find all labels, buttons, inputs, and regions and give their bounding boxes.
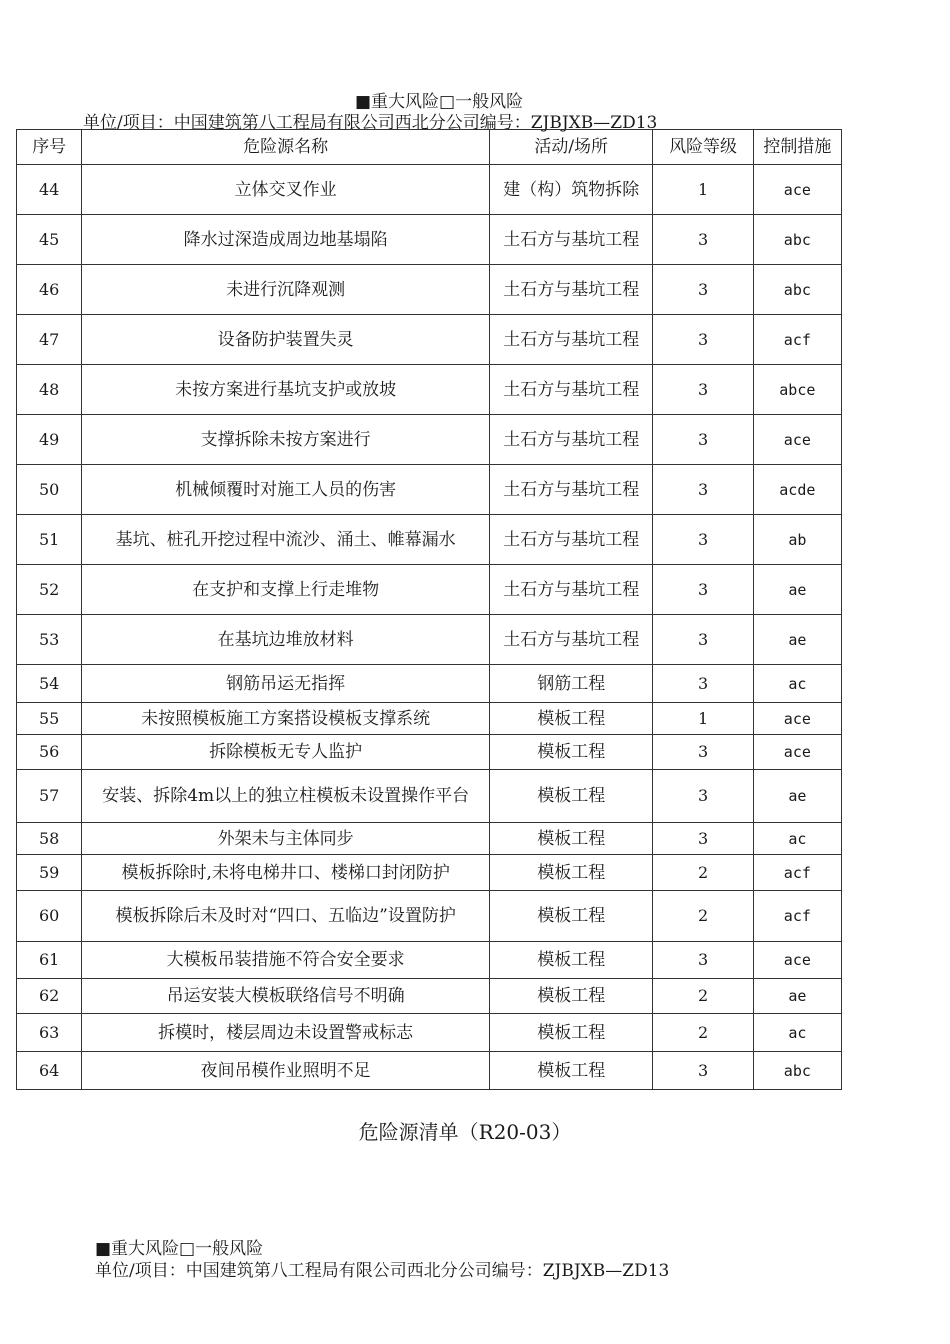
table-row xyxy=(17,615,842,665)
cell-activity: 模板工程 xyxy=(489,823,652,855)
cell-control-measures: acde xyxy=(753,465,841,515)
cell-control-measures: abc xyxy=(753,215,841,265)
cell-number: 53 xyxy=(17,615,82,665)
cell-number: 52 xyxy=(17,565,82,615)
table-row xyxy=(17,942,842,979)
cell-activity: 土石方与基坑工程 xyxy=(489,565,652,615)
cell-number: 56 xyxy=(17,735,82,770)
document-caption: 危险源清单（R20-03） xyxy=(358,1120,572,1144)
cell-number: 60 xyxy=(17,891,82,942)
cell-hazard-name: 降水过深造成周边地基塌陷 xyxy=(82,215,490,265)
table-row xyxy=(17,415,842,465)
cell-risk-level: 3 xyxy=(653,615,753,665)
cell-activity: 土石方与基坑工程 xyxy=(489,465,652,515)
cell-control-measures: ae xyxy=(753,979,841,1014)
cell-activity: 土石方与基坑工程 xyxy=(489,515,652,565)
cell-risk-level: 3 xyxy=(653,665,753,703)
cell-risk-level: 3 xyxy=(653,1052,753,1090)
cell-control-measures: acf xyxy=(753,315,841,365)
cell-activity: 模板工程 xyxy=(489,770,652,823)
cell-control-measures: ace xyxy=(753,415,841,465)
table-row xyxy=(17,1052,842,1090)
column-header-control-measures: 控制措施 xyxy=(753,130,841,165)
cell-number: 55 xyxy=(17,703,82,735)
cell-activity: 土石方与基坑工程 xyxy=(489,265,652,315)
cell-activity: 土石方与基坑工程 xyxy=(489,615,652,665)
table-row xyxy=(17,565,842,615)
cell-activity: 模板工程 xyxy=(489,891,652,942)
table-row xyxy=(17,215,842,265)
cell-control-measures: ace xyxy=(753,735,841,770)
cell-hazard-name: 机械倾覆时对施工人员的伤害 xyxy=(82,465,490,515)
cell-activity: 模板工程 xyxy=(489,735,652,770)
cell-control-measures: ae xyxy=(753,615,841,665)
cell-number: 46 xyxy=(17,265,82,315)
cell-risk-level: 3 xyxy=(653,415,753,465)
table-row xyxy=(17,665,842,703)
cell-control-measures: abce xyxy=(753,365,841,415)
cell-activity: 土石方与基坑工程 xyxy=(489,365,652,415)
cell-risk-level: 1 xyxy=(653,703,753,735)
table-body xyxy=(17,165,842,1090)
cell-activity: 土石方与基坑工程 xyxy=(489,215,652,265)
cell-risk-level: 3 xyxy=(653,735,753,770)
risk-category-title: ■重大风险□一般风险 xyxy=(355,92,524,112)
cell-control-measures: ac xyxy=(753,665,841,703)
cell-hazard-name: 在基坑边堆放材料 xyxy=(82,615,490,665)
cell-hazard-name: 安装、拆除4m以上的独立柱模板未设置操作平台 xyxy=(82,770,490,823)
cell-hazard-name: 设备防护装置失灵 xyxy=(82,315,490,365)
cell-risk-level: 2 xyxy=(653,1014,753,1052)
footer-risk-category-title: ■重大风险□一般风险 xyxy=(95,1239,264,1259)
cell-number: 54 xyxy=(17,665,82,703)
table-row xyxy=(17,365,842,415)
cell-risk-level: 3 xyxy=(653,215,753,265)
cell-risk-level: 2 xyxy=(653,891,753,942)
cell-number: 51 xyxy=(17,515,82,565)
cell-hazard-name: 模板拆除后未及时对“四口、五临边”设置防护 xyxy=(82,891,490,942)
unit-project-line: 单位/项目：中国建筑第八工程局有限公司西北分公司编号：ZJBJXB—ZD13 xyxy=(83,113,658,133)
cell-hazard-name: 外架未与主体同步 xyxy=(82,823,490,855)
cell-number: 59 xyxy=(17,855,82,891)
cell-hazard-name: 在支护和支撑上行走堆物 xyxy=(82,565,490,615)
cell-risk-level: 3 xyxy=(653,315,753,365)
cell-number: 61 xyxy=(17,942,82,979)
cell-activity: 钢筋工程 xyxy=(489,665,652,703)
table-row xyxy=(17,770,842,823)
cell-activity: 建（构）筑物拆除 xyxy=(489,165,652,215)
cell-control-measures: ace xyxy=(753,165,841,215)
cell-activity: 模板工程 xyxy=(489,855,652,891)
cell-hazard-name: 未按照模板施工方案搭设模板支撑系统 xyxy=(82,703,490,735)
cell-number: 49 xyxy=(17,415,82,465)
table-row xyxy=(17,465,842,515)
table-row xyxy=(17,315,842,365)
cell-risk-level: 3 xyxy=(653,565,753,615)
cell-control-measures: ac xyxy=(753,823,841,855)
cell-hazard-name: 未按方案进行基坑支护或放坡 xyxy=(82,365,490,415)
cell-control-measures: ab xyxy=(753,515,841,565)
cell-control-measures: ac xyxy=(753,1014,841,1052)
cell-activity: 土石方与基坑工程 xyxy=(489,315,652,365)
table-row xyxy=(17,735,842,770)
cell-risk-level: 1 xyxy=(653,165,753,215)
cell-activity: 模板工程 xyxy=(489,1052,652,1090)
cell-hazard-name: 钢筋吊运无指挥 xyxy=(82,665,490,703)
cell-control-measures: ae xyxy=(753,770,841,823)
cell-hazard-name: 拆模时，楼层周边未设置警戒标志 xyxy=(82,1014,490,1052)
cell-control-measures: ace xyxy=(753,942,841,979)
table-row xyxy=(17,979,842,1014)
cell-activity: 模板工程 xyxy=(489,1014,652,1052)
table-row xyxy=(17,891,842,942)
cell-control-measures: abc xyxy=(753,1052,841,1090)
cell-risk-level: 2 xyxy=(653,979,753,1014)
cell-number: 63 xyxy=(17,1014,82,1052)
cell-risk-level: 3 xyxy=(653,942,753,979)
cell-hazard-name: 吊运安装大模板联络信号不明确 xyxy=(82,979,490,1014)
cell-risk-level: 3 xyxy=(653,770,753,823)
cell-control-measures: acf xyxy=(753,855,841,891)
cell-number: 50 xyxy=(17,465,82,515)
cell-number: 45 xyxy=(17,215,82,265)
table-row xyxy=(17,165,842,215)
cell-activity: 土石方与基坑工程 xyxy=(489,415,652,465)
cell-number: 57 xyxy=(17,770,82,823)
cell-number: 62 xyxy=(17,979,82,1014)
cell-activity: 模板工程 xyxy=(489,703,652,735)
table-row xyxy=(17,265,842,315)
cell-number: 48 xyxy=(17,365,82,415)
column-header-risk-level: 风险等级 xyxy=(653,130,753,165)
column-header-hazard-name: 危险源名称 xyxy=(82,130,490,165)
cell-risk-level: 3 xyxy=(653,465,753,515)
cell-hazard-name: 支撑拆除未按方案进行 xyxy=(82,415,490,465)
cell-hazard-name: 拆除模板无专人监护 xyxy=(82,735,490,770)
cell-hazard-name: 大模板吊装措施不符合安全要求 xyxy=(82,942,490,979)
cell-control-measures: ae xyxy=(753,565,841,615)
table-header-row xyxy=(17,130,842,165)
cell-number: 64 xyxy=(17,1052,82,1090)
cell-risk-level: 2 xyxy=(653,855,753,891)
table-row xyxy=(17,855,842,891)
table-row xyxy=(17,1014,842,1052)
cell-hazard-name: 夜间吊模作业照明不足 xyxy=(82,1052,490,1090)
cell-control-measures: ace xyxy=(753,703,841,735)
cell-hazard-name: 立体交叉作业 xyxy=(82,165,490,215)
cell-hazard-name: 基坑、桩孔开挖过程中流沙、涌土、帷幕漏水 xyxy=(82,515,490,565)
cell-control-measures: acf xyxy=(753,891,841,942)
column-header-number: 序号 xyxy=(17,130,82,165)
table-row xyxy=(17,703,842,735)
hazard-table xyxy=(16,129,842,1090)
table-row xyxy=(17,515,842,565)
cell-hazard-name: 模板拆除时,未将电梯井口、楼梯口封闭防护 xyxy=(82,855,490,891)
cell-risk-level: 3 xyxy=(653,515,753,565)
cell-risk-level: 3 xyxy=(653,365,753,415)
table-row xyxy=(17,823,842,855)
cell-activity: 模板工程 xyxy=(489,942,652,979)
cell-activity: 模板工程 xyxy=(489,979,652,1014)
cell-control-measures: abc xyxy=(753,265,841,315)
cell-number: 44 xyxy=(17,165,82,215)
column-header-activity: 活动/场所 xyxy=(489,130,652,165)
cell-risk-level: 3 xyxy=(653,265,753,315)
cell-risk-level: 3 xyxy=(653,823,753,855)
cell-hazard-name: 未进行沉降观测 xyxy=(82,265,490,315)
cell-number: 47 xyxy=(17,315,82,365)
cell-number: 58 xyxy=(17,823,82,855)
footer-unit-project-line: 单位/项目：中国建筑第八工程局有限公司西北分公司编号：ZJBJXB—ZD13 xyxy=(95,1261,670,1281)
